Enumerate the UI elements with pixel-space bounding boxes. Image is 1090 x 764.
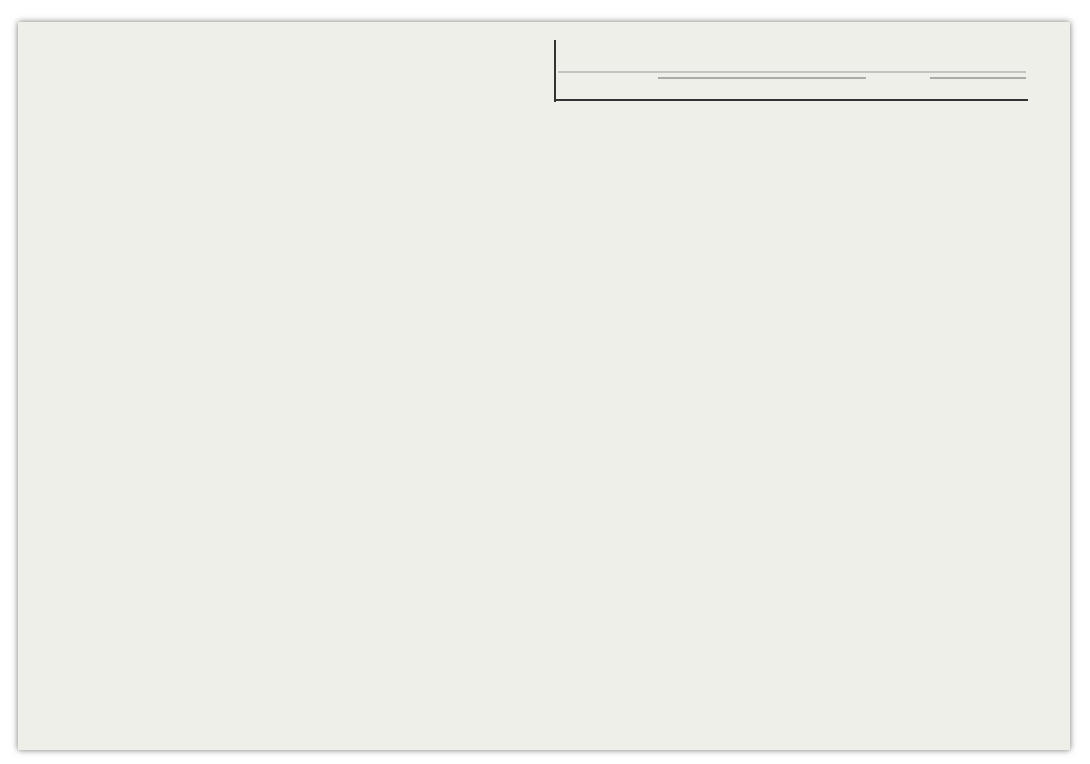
census-table xyxy=(18,22,1070,750)
census-sheet xyxy=(18,22,1070,750)
